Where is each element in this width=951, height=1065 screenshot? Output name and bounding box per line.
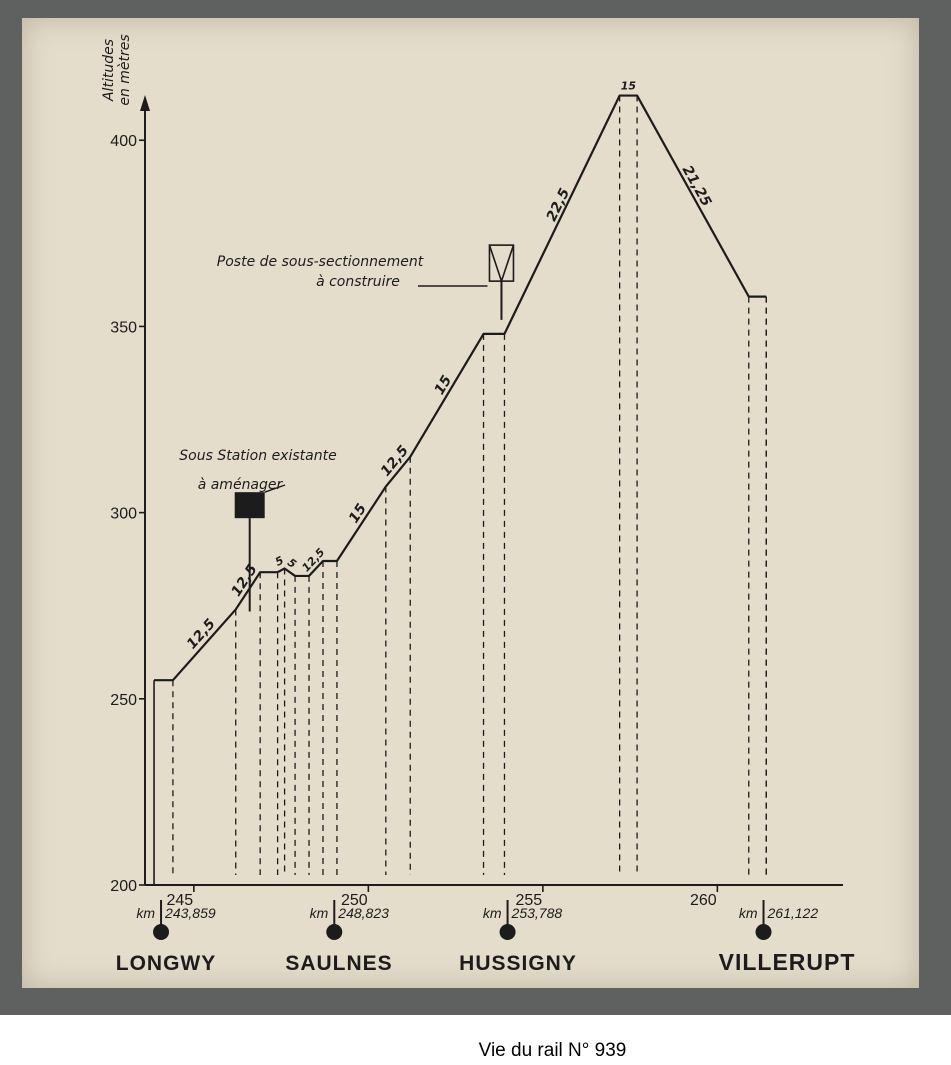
gradient-labels (184, 80, 714, 653)
station-name: SAULNES (285, 952, 393, 975)
station-name: LONGWY (115, 952, 217, 975)
station-km-label: km (482, 905, 502, 921)
x-tick-label: 250 (341, 892, 368, 909)
gradient-label: 12,5 (183, 615, 219, 653)
post-box-icon (489, 245, 513, 281)
substation-label-line2: à aménager (197, 477, 283, 493)
post-label-line2: à construire (316, 274, 400, 290)
station-name: VILLERUPT (718, 949, 856, 975)
station-km-value: 261,122 (767, 905, 819, 921)
y-axis-label-line: en mètres (117, 34, 133, 106)
station-km-label: km (136, 905, 156, 921)
gradient-label: 22,5 (543, 185, 574, 225)
station-dot (756, 924, 772, 940)
y-axis-arrow (140, 95, 150, 111)
x-tick-label: 255 (515, 892, 543, 909)
substation-square-icon (235, 492, 265, 518)
station-dot (326, 924, 342, 940)
gradient-label: 15 (431, 372, 456, 398)
station-dot (153, 924, 169, 940)
post-v-mark (489, 245, 513, 281)
station-km-value: 243,859 (165, 905, 216, 921)
y-tick-label: 200 (110, 878, 137, 895)
station-km-label: km (309, 905, 329, 921)
gradient-label: 5 (284, 555, 299, 571)
gradient-label: 15 (346, 501, 371, 527)
substation-label-line1: Sous Station existante (179, 448, 337, 464)
y-tick-label: 250 (110, 691, 137, 709)
station-dot (500, 924, 516, 940)
gradient-label: 15 (620, 79, 637, 93)
x-tick-label: 260 (690, 892, 717, 909)
gradient-label: 12,5 (377, 442, 413, 480)
y-axis-label-line: Altitudes (101, 38, 117, 102)
station-name: HUSSIGNY (459, 952, 577, 975)
y-tick-label: 350 (110, 319, 137, 337)
gradient-label: 12,5 (299, 545, 328, 575)
y-axis-label (101, 34, 133, 105)
annotations (179, 245, 513, 611)
station-km-value: 248,823 (338, 905, 389, 921)
caption (0, 1040, 951, 1062)
stations (116, 900, 856, 975)
y-tick-label: 300 (110, 505, 137, 523)
station-km-value: 253,788 (511, 905, 563, 921)
station-km-label: km (738, 905, 758, 921)
post-label-line1: Poste de sous-sectionnement (216, 254, 424, 270)
gradient-label: 12,5 (228, 561, 261, 600)
caption-text: Vie du rail N° 939 (478, 1040, 627, 1061)
gradient-label: 5 (273, 553, 286, 569)
y-tick-label: 400 (110, 133, 137, 151)
axes (110, 95, 843, 909)
x-tick-label: 245 (166, 892, 194, 909)
gradient-label: 21,25 (678, 162, 715, 210)
